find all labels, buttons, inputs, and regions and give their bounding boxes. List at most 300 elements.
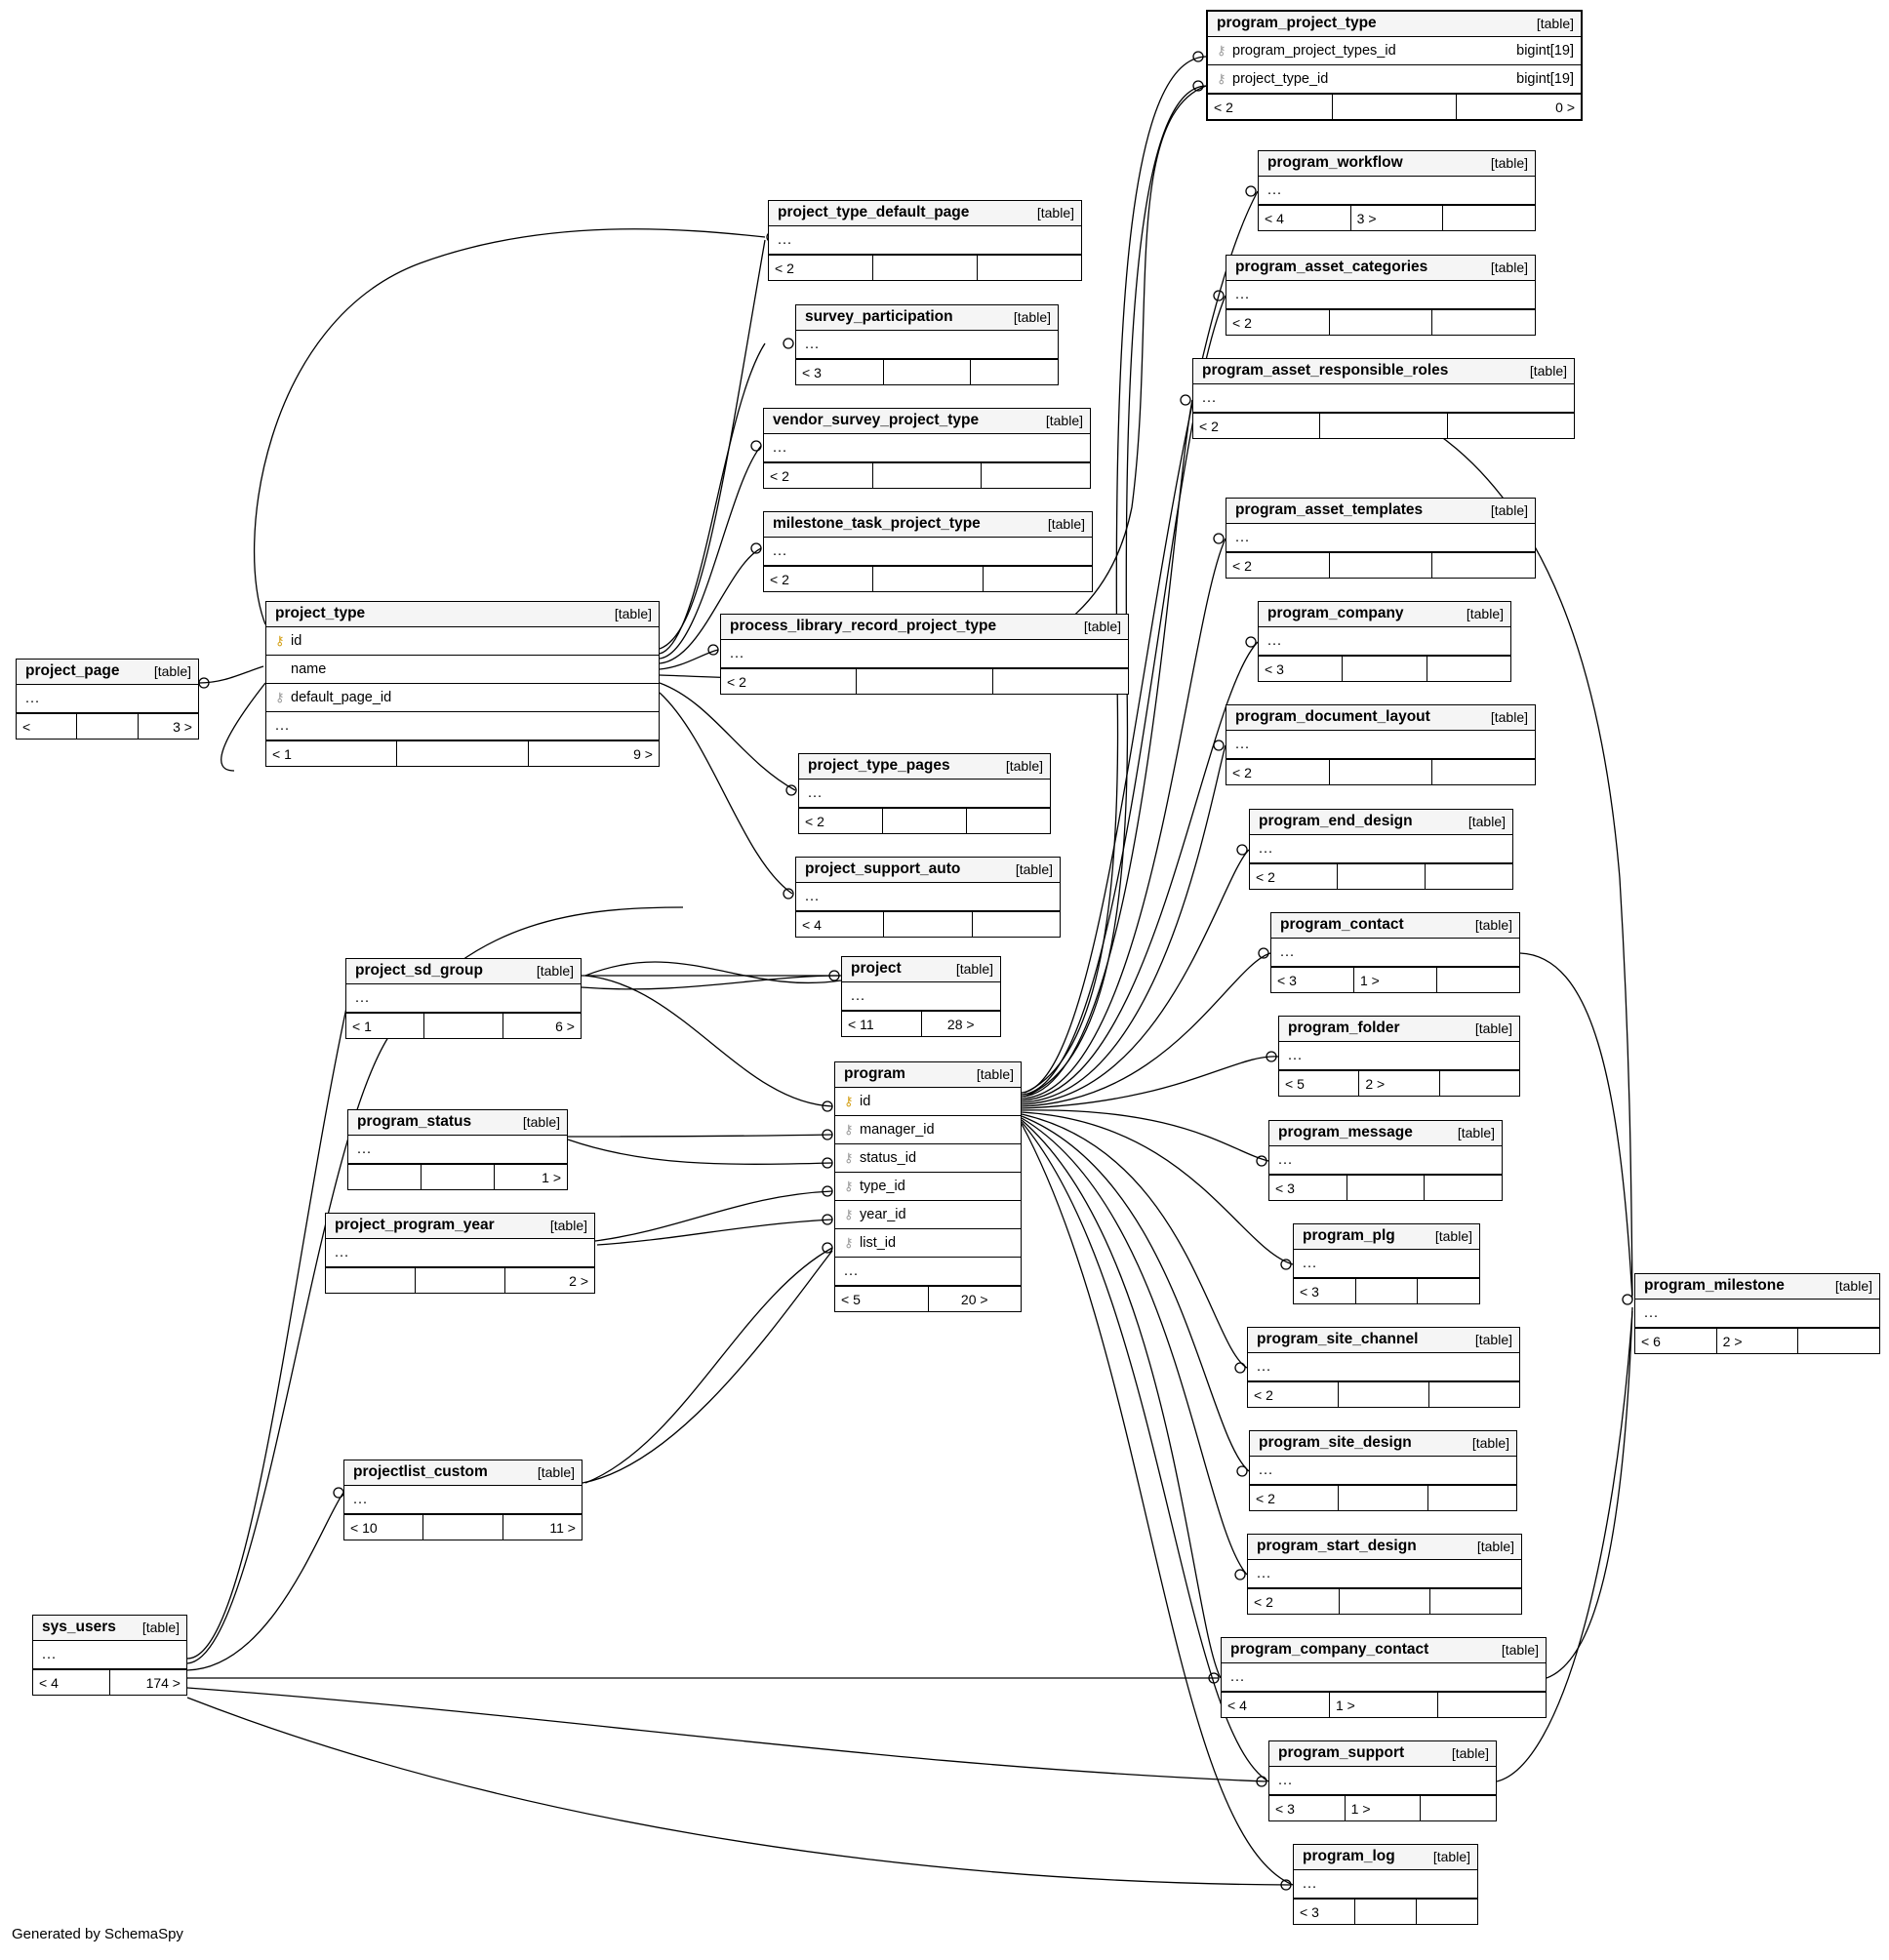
table-tag: [table] <box>1013 309 1051 325</box>
child-count <box>1347 1176 1426 1200</box>
table-columns-collapsed: ... <box>769 226 1081 255</box>
footer-extra <box>971 360 1058 384</box>
column-name: project_type_id <box>1232 71 1329 87</box>
table-footer <box>1222 1692 1546 1717</box>
footer-extra <box>984 567 1092 591</box>
table-tag: [table] <box>1834 1278 1872 1294</box>
table-footer <box>1250 863 1512 889</box>
column-name: year_id <box>860 1207 906 1222</box>
parent-count: < <box>17 714 77 739</box>
table-name: vendor_survey_project_type <box>773 412 980 428</box>
table-footer <box>1193 413 1574 438</box>
parent-count: < 4 <box>1222 1693 1330 1717</box>
table-name: project_program_year <box>335 1217 495 1233</box>
column-type: bigint[19] <box>1516 43 1574 59</box>
table-node-program-folder[interactable] <box>1278 1016 1520 1097</box>
table-column-row <box>835 1144 1021 1173</box>
column-name: status_id <box>860 1150 917 1166</box>
table-tag: [table] <box>537 1464 575 1480</box>
footer-extra <box>1430 1589 1521 1614</box>
table-footer <box>266 740 659 766</box>
table-columns-collapsed: ... <box>1269 1767 1496 1795</box>
table-node-program-message[interactable] <box>1268 1120 1503 1201</box>
footer-mid <box>422 1165 495 1189</box>
child-count <box>1355 1900 1417 1924</box>
foreign-key-icon: ⚷ <box>844 1179 854 1193</box>
parent-count: < 3 <box>1269 1796 1346 1820</box>
table-tag: [table] <box>1432 1849 1470 1864</box>
table-columns-collapsed: ... <box>1248 1353 1519 1381</box>
table-title <box>1226 499 1535 524</box>
table-columns-collapsed: ... <box>1250 835 1512 863</box>
footer-mid <box>1333 95 1458 119</box>
table-footer <box>1250 1485 1516 1510</box>
table-title <box>799 754 1050 780</box>
table-node-program-asset-templates[interactable] <box>1226 498 1536 579</box>
table-node-program-status[interactable] <box>347 1109 568 1190</box>
footer-mid <box>424 1014 502 1038</box>
table-node-program-support[interactable] <box>1268 1740 1497 1821</box>
table-columns-collapsed: ... <box>1635 1300 1879 1328</box>
table-footer <box>769 255 1081 280</box>
column-name: id <box>860 1094 871 1109</box>
table-name: program_end_design <box>1259 813 1413 829</box>
table-title <box>764 512 1092 538</box>
table-title <box>344 1460 582 1486</box>
table-columns-collapsed: ... <box>1279 1042 1519 1070</box>
parent-count: < 4 <box>1259 206 1351 230</box>
table-node-project[interactable] <box>841 956 1001 1037</box>
parent-count: < 3 <box>1294 1279 1356 1303</box>
child-count <box>873 256 978 280</box>
parent-count: < 11 <box>842 1012 922 1036</box>
table-columns-collapsed: ... <box>799 780 1050 808</box>
table-footer <box>842 1011 1000 1036</box>
table-tag: [table] <box>1083 619 1121 634</box>
table-node-program-project-type[interactable] <box>1206 10 1583 121</box>
table-tag: [table] <box>1467 814 1506 829</box>
child-count <box>1330 553 1433 578</box>
footer-extra <box>1418 1279 1479 1303</box>
table-footer <box>1208 94 1581 119</box>
child-count <box>1320 414 1447 438</box>
footer-extra <box>1437 968 1519 992</box>
child-count <box>1330 760 1433 784</box>
table-columns-collapsed: ... <box>326 1239 594 1267</box>
table-node-sys-users[interactable] <box>32 1615 187 1696</box>
foreign-key-icon: ⚷ <box>844 1235 854 1250</box>
table-columns-collapsed: ... <box>346 984 581 1013</box>
footer-extra <box>1438 1693 1546 1717</box>
footer-extra <box>1443 206 1535 230</box>
table-name: survey_participation <box>805 308 953 325</box>
table-tag: [table] <box>976 1066 1014 1082</box>
table-columns-collapsed: ... <box>842 982 1000 1011</box>
parent-count: < 2 <box>799 809 883 833</box>
table-footer <box>799 808 1050 833</box>
table-column-row <box>835 1088 1021 1116</box>
table-columns-collapsed: ... <box>1226 281 1535 309</box>
table-footer <box>17 713 198 739</box>
column-name: type_id <box>860 1179 905 1194</box>
table-title <box>346 959 581 984</box>
table-node-program-log[interactable] <box>1293 1844 1478 1925</box>
footer-extra <box>1429 1382 1519 1407</box>
table-columns-collapsed: ... <box>17 685 198 713</box>
table-node-program-company[interactable] <box>1258 601 1511 682</box>
table-columns-collapsed: ... <box>1271 939 1519 967</box>
table-name: project <box>851 960 902 977</box>
table-tag: [table] <box>1490 709 1528 725</box>
table-node-project-page[interactable] <box>16 659 199 740</box>
table-name: process_library_record_project_type <box>730 618 997 634</box>
table-name: project_support_auto <box>805 860 961 877</box>
column-name: program_project_types_id <box>1232 43 1396 59</box>
table-columns-collapsed: ... <box>33 1641 186 1669</box>
table-name: program_plg <box>1303 1227 1395 1244</box>
parent-count: < 3 <box>1269 1176 1347 1200</box>
footer-mid <box>423 1515 502 1540</box>
table-node-program-asset-categories[interactable] <box>1226 255 1536 336</box>
child-count: 2 > <box>569 1272 588 1289</box>
footer-left <box>348 1165 422 1189</box>
footer-extra <box>1427 657 1510 681</box>
footer-extra <box>1440 1071 1519 1096</box>
table-title <box>1259 151 1535 177</box>
table-columns-collapsed: ... <box>721 640 1128 668</box>
parent-count: < 2 <box>1250 1486 1339 1510</box>
column-name: id <box>291 633 302 649</box>
table-columns-collapsed: ... <box>1259 177 1535 205</box>
table-name: program_asset_categories <box>1235 259 1428 275</box>
footer-extra <box>982 463 1090 488</box>
table-column-row <box>266 656 659 684</box>
parent-count: < 3 <box>1294 1900 1355 1924</box>
table-title <box>1259 602 1510 627</box>
child-count: 1 > <box>1354 968 1437 992</box>
table-name: milestone_task_project_type <box>773 515 981 532</box>
table-title <box>1248 1535 1521 1560</box>
table-column-row <box>266 684 659 712</box>
table-node-project-program-year[interactable] <box>325 1213 595 1294</box>
table-footer <box>1279 1070 1519 1096</box>
table-node-program-company-contact[interactable] <box>1221 1637 1547 1718</box>
key-icon: ⚷ <box>1217 43 1226 58</box>
parent-count: < 2 <box>721 669 857 694</box>
table-title <box>796 858 1060 883</box>
table-title <box>1193 359 1574 384</box>
table-title <box>326 1214 594 1239</box>
table-node-program-start-design[interactable] <box>1247 1534 1522 1615</box>
table-title <box>1250 1431 1516 1457</box>
table-node-program[interactable] <box>834 1061 1022 1312</box>
table-columns-collapsed: ... <box>1294 1250 1479 1278</box>
table-footer <box>1294 1899 1477 1924</box>
table-footer <box>1294 1278 1479 1303</box>
table-title <box>1208 12 1581 37</box>
child-count <box>873 463 983 488</box>
child-count <box>1343 657 1427 681</box>
table-node-project-sd-group[interactable] <box>345 958 582 1039</box>
footer-mid <box>77 714 138 739</box>
table-title <box>348 1110 567 1136</box>
table-tag: [table] <box>614 606 652 621</box>
table-node-program-milestone[interactable] <box>1634 1273 1880 1354</box>
footer-extra <box>1425 1176 1502 1200</box>
footer-extra <box>1432 760 1535 784</box>
table-node-program-document-layout[interactable] <box>1226 704 1536 785</box>
table-title <box>1279 1017 1519 1042</box>
table-node-process-library-record-project-type[interactable] <box>720 614 1129 695</box>
footer-extra <box>967 809 1050 833</box>
child-count <box>1339 1382 1429 1407</box>
table-title <box>721 615 1128 640</box>
table-node-program-site-design[interactable] <box>1249 1430 1517 1511</box>
table-name: project_sd_group <box>355 962 483 979</box>
table-name: program_document_layout <box>1235 708 1430 725</box>
primary-key-icon: ⚷ <box>275 633 285 648</box>
table-footer <box>346 1013 581 1038</box>
table-title <box>1226 256 1535 281</box>
table-footer <box>1271 967 1519 992</box>
child-count: 20 > <box>960 1291 988 1307</box>
table-node-program-workflow[interactable] <box>1258 150 1536 231</box>
parent-count: < 3 <box>1271 968 1354 992</box>
table-name: project_page <box>25 662 120 679</box>
table-node-survey-participation[interactable] <box>795 304 1059 385</box>
child-count <box>1340 1589 1431 1614</box>
table-columns-collapsed: ... <box>1193 384 1574 413</box>
foreign-key-icon: ⚷ <box>844 1207 854 1221</box>
footer-extra <box>1448 414 1574 438</box>
child-count: 9 > <box>633 745 653 762</box>
parent-count: < 2 <box>1248 1382 1339 1407</box>
table-node-project-type-default-page[interactable] <box>768 200 1082 281</box>
column-name: manager_id <box>860 1122 935 1138</box>
table-title <box>1269 1741 1496 1767</box>
parent-count: < 4 <box>33 1670 110 1695</box>
table-name: program_start_design <box>1257 1538 1417 1554</box>
table-name: project_type_pages <box>808 757 950 774</box>
table-node-project-type-pages[interactable] <box>798 753 1051 834</box>
table-footer <box>326 1267 594 1293</box>
table-columns-collapsed: ... <box>348 1136 567 1164</box>
table-name: program_contact <box>1280 916 1404 933</box>
table-name: program_workflow <box>1267 154 1403 171</box>
table-footer <box>721 668 1128 694</box>
child-count: 1 > <box>1330 1693 1438 1717</box>
footer-extra <box>973 912 1060 937</box>
child-count: 3 > <box>1351 206 1444 230</box>
parent-count: < 2 <box>764 567 873 591</box>
table-footer <box>1226 759 1535 784</box>
child-count <box>873 567 983 591</box>
table-title <box>1250 810 1512 835</box>
table-columns-collapsed: ... <box>764 434 1090 462</box>
table-columns-collapsed: ... <box>1294 1870 1477 1899</box>
table-column-row <box>1208 37 1581 65</box>
table-title <box>842 957 1000 982</box>
parent-count: < 5 <box>835 1287 929 1311</box>
table-node-project-type[interactable] <box>265 601 660 767</box>
footer-extra <box>993 669 1128 694</box>
parent-count: < 10 <box>344 1515 423 1540</box>
table-title <box>796 305 1058 331</box>
table-node-program-contact[interactable] <box>1270 912 1520 993</box>
table-footer <box>348 1164 567 1189</box>
table-name: program_asset_templates <box>1235 501 1424 518</box>
primary-key-icon: ⚷ <box>844 1094 854 1108</box>
table-footer <box>1635 1328 1879 1353</box>
table-column-row <box>835 1116 1021 1144</box>
table-tag: [table] <box>1474 1020 1512 1036</box>
parent-count: < 2 <box>1250 864 1338 889</box>
child-count: 6 > <box>555 1018 575 1034</box>
table-tag: [table] <box>1474 917 1512 933</box>
table-columns-collapsed: ... <box>1226 731 1535 759</box>
table-tag: [table] <box>955 961 993 977</box>
table-footer <box>1248 1588 1521 1614</box>
parent-count: < 2 <box>1226 553 1330 578</box>
column-name: list_id <box>860 1235 897 1251</box>
column-name: default_page_id <box>291 690 392 705</box>
foreign-key-icon: ⚷ <box>844 1122 854 1137</box>
table-tag: [table] <box>1045 413 1083 428</box>
footer-extra <box>1417 1900 1477 1924</box>
table-title <box>1248 1328 1519 1353</box>
child-count: 28 > <box>946 1016 975 1032</box>
table-columns-collapsed: ... <box>1222 1663 1546 1692</box>
generated-by-credit: Generated by SchemaSpy <box>12 1926 183 1942</box>
child-count: 2 > <box>1359 1071 1439 1096</box>
table-title <box>1269 1121 1502 1146</box>
table-node-program-site-channel[interactable] <box>1247 1327 1520 1408</box>
table-columns-collapsed: ... <box>344 1486 582 1514</box>
table-tag: [table] <box>1476 1539 1514 1554</box>
table-title <box>17 660 198 685</box>
table-tag: [table] <box>1471 1435 1509 1451</box>
child-count <box>884 912 972 937</box>
table-footer <box>796 911 1060 937</box>
table-footer <box>764 566 1092 591</box>
table-column-row <box>266 627 659 656</box>
table-tag: [table] <box>522 1114 560 1130</box>
parent-count: < 2 <box>1208 95 1333 119</box>
table-tag: [table] <box>1005 758 1043 774</box>
table-title <box>835 1062 1021 1088</box>
parent-count: < 3 <box>1259 657 1343 681</box>
table-name: program_company_contact <box>1230 1641 1429 1658</box>
table-name: program_milestone <box>1644 1277 1785 1294</box>
table-columns-collapsed: ... <box>1250 1457 1516 1485</box>
table-tag: [table] <box>1501 1642 1539 1658</box>
child-count <box>1338 864 1426 889</box>
table-footer <box>1248 1381 1519 1407</box>
table-name: projectlist_custom <box>353 1463 488 1480</box>
table-name: program_log <box>1303 1848 1395 1864</box>
table-tag: [table] <box>1490 155 1528 171</box>
table-node-milestone-task-project-type[interactable] <box>763 511 1093 592</box>
footer-extra <box>1421 1796 1496 1820</box>
child-count: 3 > <box>173 718 192 735</box>
table-name: sys_users <box>42 1619 116 1635</box>
table-tag: [table] <box>1036 205 1074 220</box>
foreign-key-icon: ⚷ <box>844 1150 854 1165</box>
table-tag: [table] <box>549 1218 587 1233</box>
column-type: bigint[19] <box>1516 71 1574 87</box>
parent-count: < 2 <box>764 463 873 488</box>
table-tag: [table] <box>141 1620 180 1635</box>
parent-count: < 2 <box>1193 414 1320 438</box>
table-title <box>1222 1638 1546 1663</box>
parent-count: < 1 <box>266 741 397 766</box>
table-column-row <box>835 1201 1021 1229</box>
child-count: 0 > <box>1555 99 1576 115</box>
table-tag: [table] <box>1015 861 1053 877</box>
footer-extra <box>1798 1329 1879 1353</box>
table-title <box>1226 705 1535 731</box>
foreign-key-icon: ⚷ <box>275 690 285 704</box>
parent-count: < 2 <box>1248 1589 1340 1614</box>
child-count <box>1339 1486 1427 1510</box>
table-name: program_project_type <box>1217 15 1377 31</box>
child-count <box>884 360 972 384</box>
table-columns-collapsed: ... <box>1248 1560 1521 1588</box>
parent-count: < 6 <box>1635 1329 1717 1353</box>
table-name: project_type <box>275 605 366 621</box>
table-columns-collapsed: ... <box>1269 1146 1502 1175</box>
table-tag: [table] <box>1536 16 1574 31</box>
table-title <box>33 1616 186 1641</box>
parent-count: < 1 <box>346 1014 424 1038</box>
table-node-projectlist-custom[interactable] <box>343 1460 583 1540</box>
table-title <box>1635 1274 1879 1300</box>
column-name: name <box>291 661 327 677</box>
table-node-program-asset-responsible-roles[interactable] <box>1192 358 1575 439</box>
table-title <box>1294 1224 1479 1250</box>
table-columns-collapsed: ... <box>1226 524 1535 552</box>
table-tag: [table] <box>1490 260 1528 275</box>
child-count: 2 > <box>1717 1329 1799 1353</box>
table-node-project-support-auto[interactable] <box>795 857 1061 938</box>
table-tag: [table] <box>1529 363 1567 379</box>
table-name: program_support <box>1278 1744 1405 1761</box>
table-title <box>769 201 1081 226</box>
footer-mid <box>416 1268 505 1293</box>
table-footer <box>1269 1175 1502 1200</box>
table-node-vendor-survey-project-type[interactable] <box>763 408 1091 489</box>
table-footer <box>764 462 1090 488</box>
table-node-program-end-design[interactable] <box>1249 809 1513 890</box>
table-title <box>764 409 1090 434</box>
parent-count: < 2 <box>1226 310 1330 335</box>
table-name: program_status <box>357 1113 472 1130</box>
table-columns-collapsed: ... <box>266 712 659 740</box>
child-count <box>857 669 992 694</box>
child-count: 1 > <box>542 1169 561 1185</box>
table-name: program_site_channel <box>1257 1331 1419 1347</box>
child-count: 1 > <box>1346 1796 1422 1820</box>
table-tag: [table] <box>1451 1745 1489 1761</box>
table-tag: [table] <box>1490 502 1528 518</box>
table-footer <box>344 1514 582 1540</box>
table-name: program_company <box>1267 605 1404 621</box>
footer-extra <box>1432 310 1535 335</box>
table-title <box>1271 913 1519 939</box>
parent-count: < 5 <box>1279 1071 1359 1096</box>
table-node-program-plg[interactable] <box>1293 1223 1480 1304</box>
child-count <box>883 809 967 833</box>
